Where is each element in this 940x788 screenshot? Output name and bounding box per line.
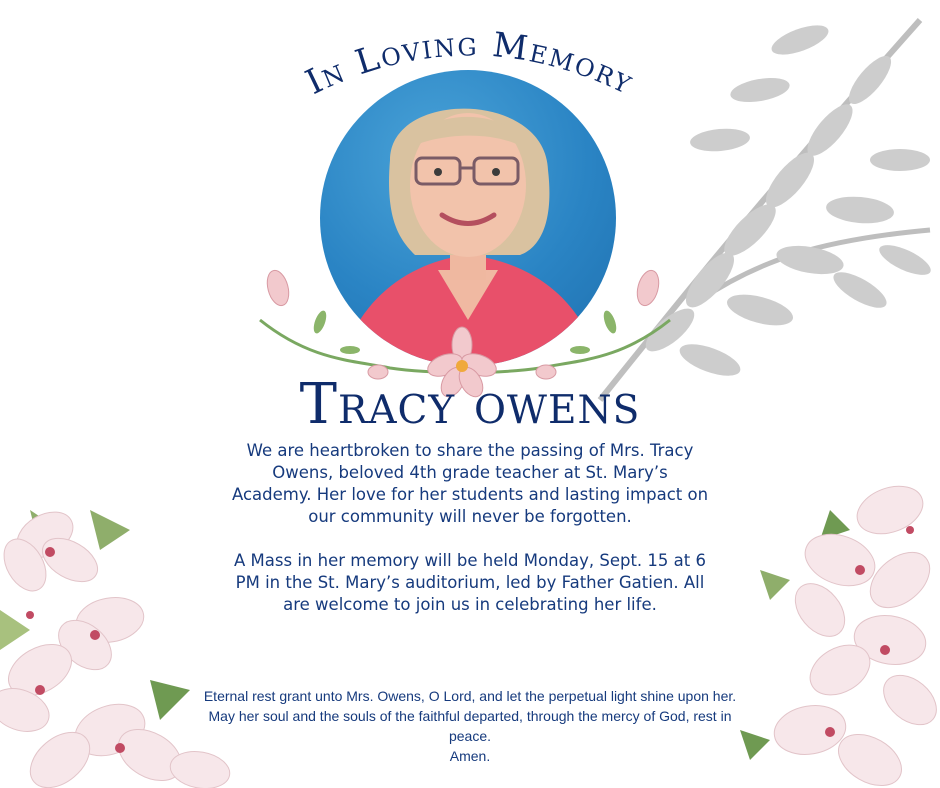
announcement-paragraph-2: A Mass in her memory will be held Monday, Sept. 15 at 6 PM in the St. Mary’s auditorium, led by Father Gatien. All are welcome to join us in celebrating her life. — [234, 551, 706, 614]
announcement — [230, 440, 710, 616]
deceased-name: Tracy owens — [299, 372, 641, 437]
prayer-text: Eternal rest grant unto Mrs. Owens, O Lord, and let the perpetual light shine upon her. May her soul and the souls of the faithful departed, through the mercy of God, rest in peace. — [203, 688, 737, 744]
prayer — [200, 686, 740, 766]
paragraph-spacer — [230, 528, 710, 550]
flower-cluster-right — [720, 470, 940, 788]
prayer-amen: Amen. — [449, 748, 491, 764]
title-text: In Loving Memory — [299, 24, 641, 103]
announcement-paragraph-1: We are heartbroken to share the passing of Mrs. Tracy Owens, beloved 4th grade teacher at St. Mary’s Academy. Her love for her students and lasting impact on our community will never be forgotten. — [231, 441, 709, 526]
